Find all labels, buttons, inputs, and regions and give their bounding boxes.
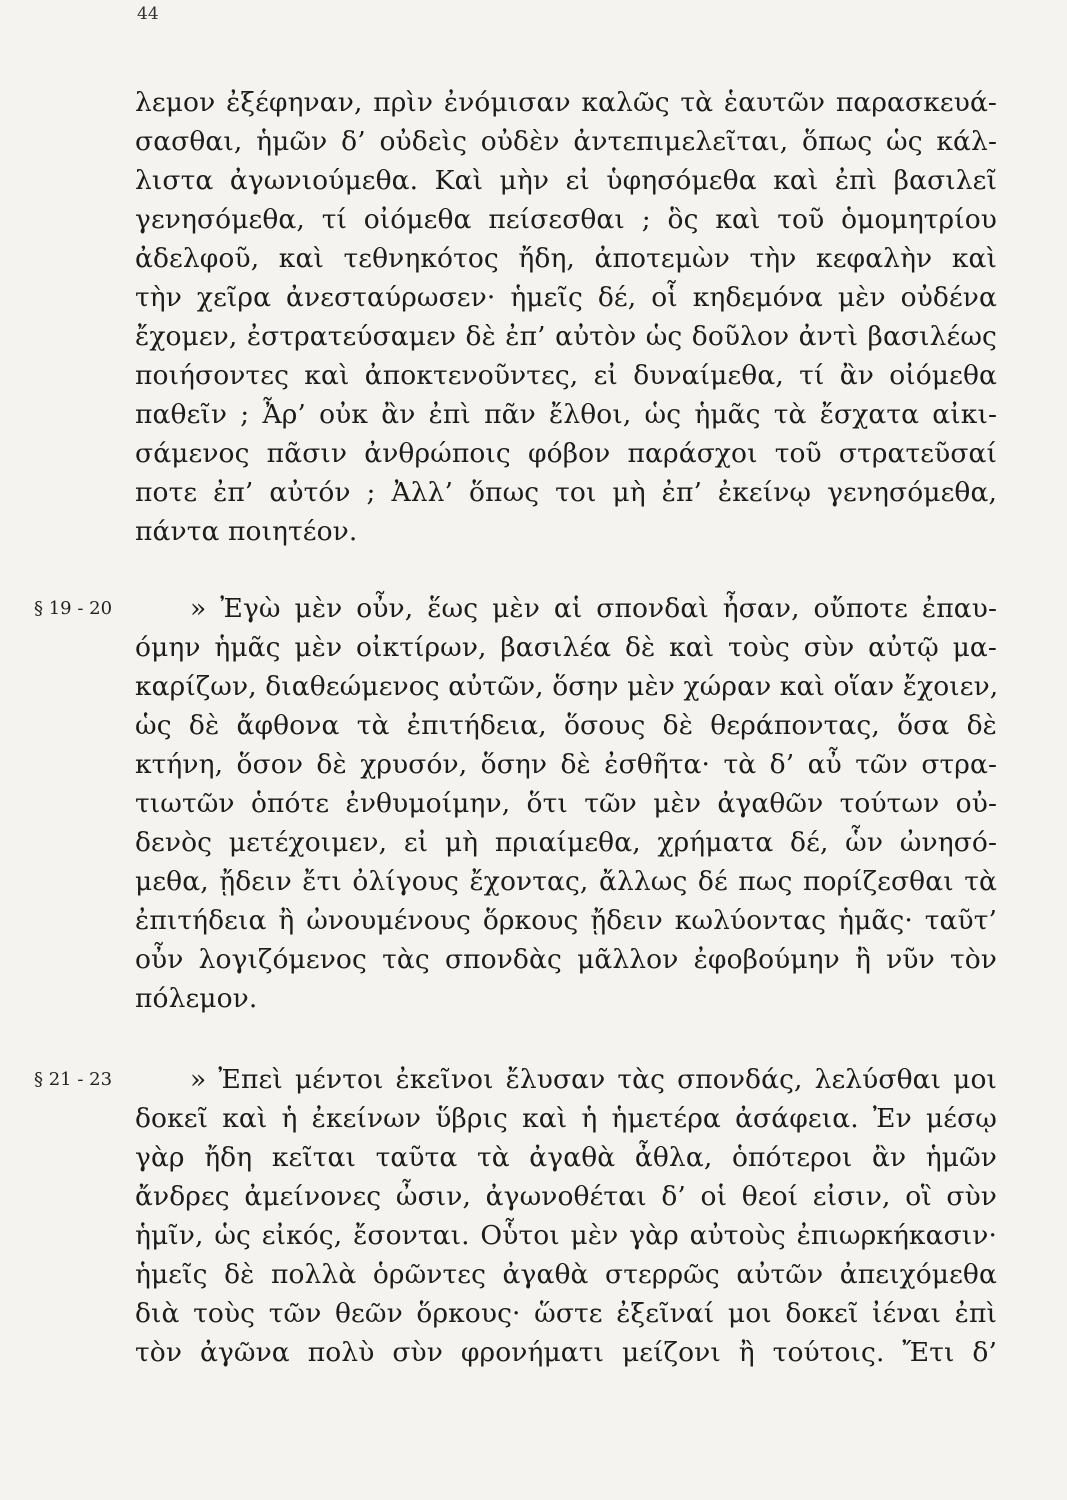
section-marker: § 21 - 23 bbox=[34, 1069, 113, 1090]
text-line: ὡς δὲ ἄφθονα τὰ ἐπιτήδεια, ὅσους δὲ θεράποντας, ὅσα δὲ bbox=[135, 710, 997, 741]
text-line: » Ἐγὼ μὲν οὖν, ἕως μὲν αἱ σπονδαὶ ἦσαν, οὔποτε ἐπαυ- bbox=[190, 593, 997, 624]
page-number: 44 bbox=[137, 4, 159, 24]
text-line: ποτε ἐπ’ αὐτόν ; Ἀλλ’ ὅπως τοι μὴ ἐπ’ ἐκείνῳ γενησόμεθα, bbox=[135, 477, 997, 508]
text-line: » Ἐπεὶ μέντοι ἐκεῖνοι ἔλυσαν τὰς σπονδάς, λελύσθαι μοι bbox=[190, 1064, 997, 1095]
text-line: τὴν χεῖρα ἀνεσταύρωσεν· ἡμεῖς δέ, οἷ κηδεμόνα μὲν οὐδένα bbox=[135, 282, 997, 313]
text-line: ἡμῖν, ὡς εἰκός, ἔσονται. Οὗτοι μὲν γὰρ αὐτοὺς ἐπιωρκήκασιν· bbox=[135, 1220, 997, 1251]
text-line: οὖν λογιζόμενος τὰς σπονδὰς μᾶλλον ἐφοβούμην ἢ νῦν τὸν bbox=[135, 944, 997, 975]
text-line: γὰρ ἤδη κεῖται ταῦτα τὰ ἀγαθὰ ἆθλα, ὁπότεροι ἂν ἡμῶν bbox=[135, 1142, 997, 1173]
text-line: σάμενος πᾶσιν ἀνθρώποις φόβον παράσχοι τοῦ στρατεῦσαί bbox=[135, 438, 997, 469]
text-line: διὰ τοὺς τῶν θεῶν ὅρκους· ὥστε ἐξεῖναί μοι δοκεῖ ἰέναι ἐπὶ bbox=[135, 1298, 997, 1329]
text-line: παθεῖν ; Ἆρ’ οὐκ ἂν ἐπὶ πᾶν ἔλθοι, ὡς ἡμᾶς τὰ ἔσχατα αἰκι- bbox=[135, 399, 997, 430]
text-line: μεθα, ᾔδειν ἔτι ὀλίγους ἔχοντας, ἄλλως δέ πως πορίζεσθαι τὰ bbox=[135, 866, 997, 897]
text-line: καρίζων, διαθεώμενος αὐτῶν, ὅσην μὲν χώραν καὶ οἵαν ἔχοιεν, bbox=[135, 671, 999, 702]
text-line: ἀδελφοῦ, καὶ τεθνηκότος ἤδη, ἀποτεμὼν τὴν κεφαλὴν καὶ bbox=[135, 243, 997, 274]
text-line: ποιήσοντες καὶ ἀποκτενοῦντες, εἰ δυναίμεθα, τί ἂν οἰόμεθα bbox=[135, 360, 997, 391]
text-line: όμην ἡμᾶς μὲν οἰκτίρων, βασιλέα δὲ καὶ τοὺς σὺν αὐτῷ μα- bbox=[135, 632, 997, 663]
text-line: κτήνη, ὅσον δὲ χρυσόν, ὅσην δὲ ἐσθῆτα· τὰ δ’ αὖ τῶν στρα- bbox=[135, 749, 997, 780]
text-line: λεμον ἐξέφηναν, πρὶν ἐνόμισαν καλῶς τὰ ἑαυτῶν παρασκευά- bbox=[135, 87, 997, 118]
text-line: ἔχομεν, ἐστρατεύσαμεν δὲ ἐπ’ αὐτὸν ὡς δοῦλον ἀντὶ βασιλέως bbox=[135, 321, 997, 352]
text-line: ἐπιτήδεια ἢ ὠνουμένους ὅρκους ᾔδειν κωλύοντας ἡμᾶς· ταῦτ’ bbox=[135, 905, 997, 936]
section-marker: § 19 - 20 bbox=[34, 598, 113, 619]
text-line: γενησόμεθα, τί οἰόμεθα πείσεσθαι ; ὃς καὶ τοῦ ὁμομητρίου bbox=[135, 204, 997, 235]
text-line: πάντα ποιητέον. bbox=[135, 516, 358, 547]
text-line: δενὸς μετέχοιμεν, εἰ μὴ πριαίμεθα, χρήματα δέ, ὧν ὠνησό- bbox=[135, 827, 997, 858]
text-line: λιστα ἀγωνιούμεθα. Καὶ μὴν εἰ ὑφησόμεθα καὶ ἐπὶ βασιλεῖ bbox=[135, 165, 997, 196]
text-line: σασθαι, ἡμῶν δ’ οὐδεὶς οὐδὲν ἀντεπιμελεῖται, ὅπως ὡς κάλ- bbox=[135, 126, 997, 157]
text-line: πόλεμον. bbox=[135, 983, 258, 1014]
text-line: ἄνδρες ἀμείνονες ὦσιν, ἀγωνοθέται δ’ οἱ θεοί εἰσιν, οἳ σὺν bbox=[135, 1181, 997, 1212]
text-line: τιωτῶν ὁπότε ἐνθυμοίμην, ὅτι τῶν μὲν ἀγαθῶν τούτων οὐ- bbox=[135, 788, 997, 819]
text-line: δοκεῖ καὶ ἡ ἐκείνων ὕβρις καὶ ἡ ἡμετέρα ἀσάφεια. Ἐν μέσῳ bbox=[135, 1103, 997, 1134]
text-line: ἡμεῖς δὲ πολλὰ ὁρῶντες ἀγαθὰ στερρῶς αὐτῶν ἀπειχόμεθα bbox=[135, 1259, 997, 1290]
text-line: τὸν ἀγῶνα πολὺ σὺν φρονήματι μείζονι ἢ τούτοις. Ἔτι δ’ bbox=[135, 1337, 997, 1368]
